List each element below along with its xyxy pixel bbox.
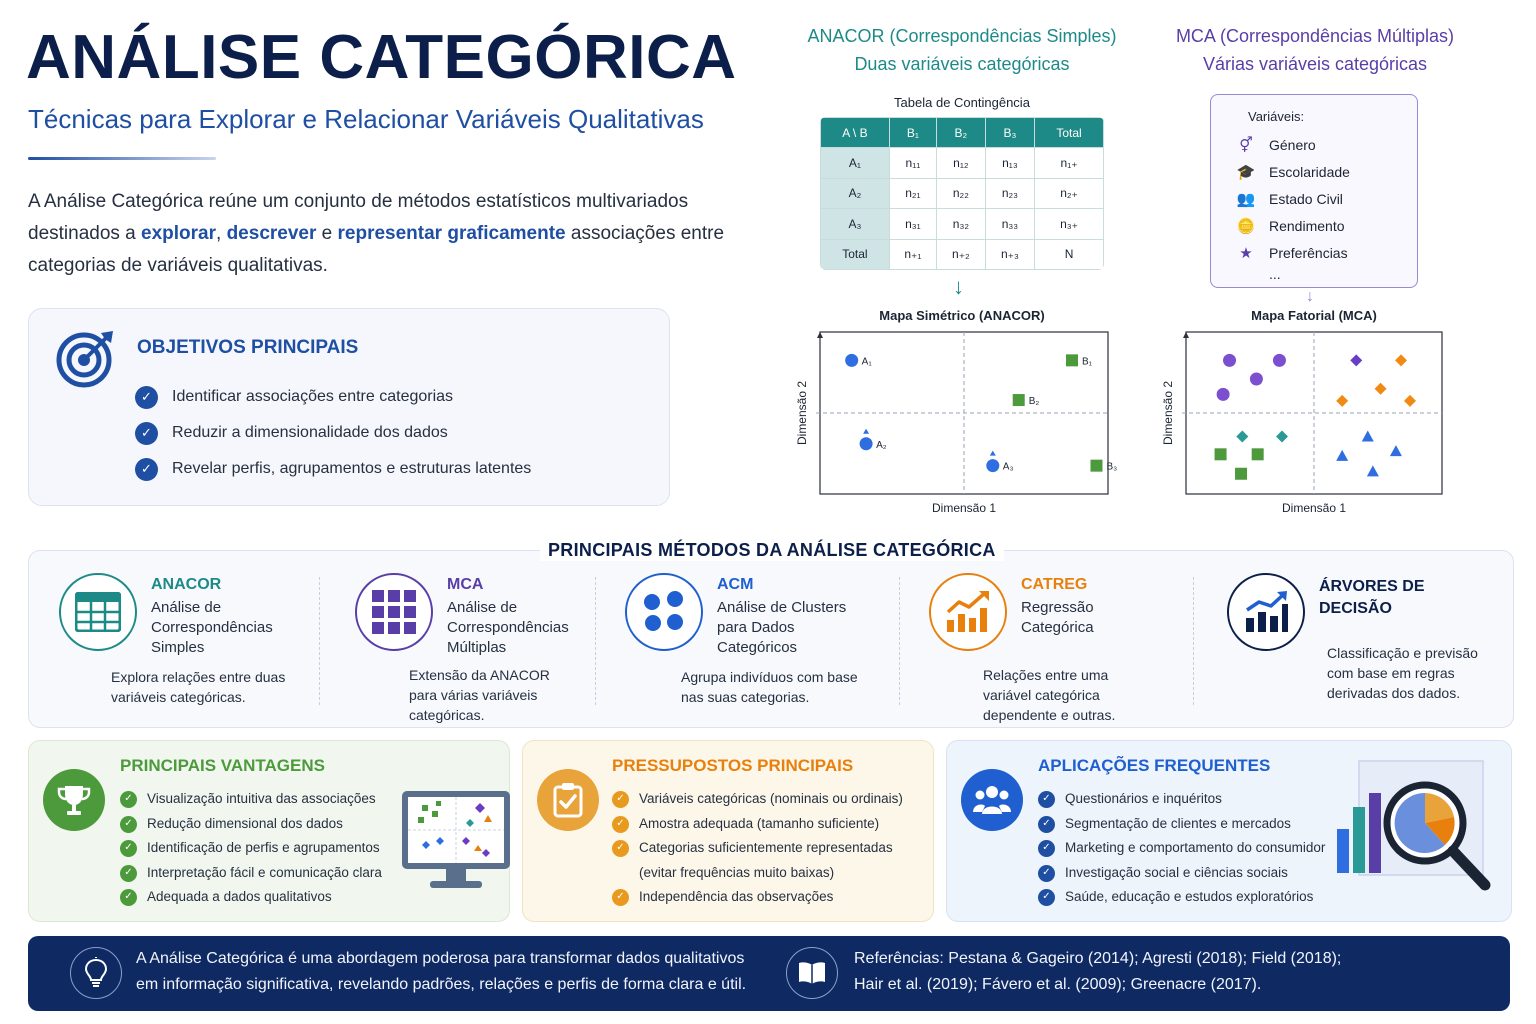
method-subtitle: Análise de Correspondências Simples	[151, 599, 273, 656]
list-item	[612, 885, 903, 910]
variable-label: Estado Civil	[1269, 190, 1343, 207]
list-item-text: Adequada a dados qualitativos	[147, 889, 332, 904]
method-name: ACM	[717, 576, 754, 593]
check-icon: ✓	[612, 889, 629, 906]
assumptions-card	[522, 740, 934, 922]
table-cell: n₊₁	[889, 239, 936, 270]
check-icon: ✓	[120, 816, 137, 833]
mca-factorial-map	[1158, 326, 1458, 518]
mca-point-0	[1223, 354, 1236, 367]
point-label: A₁	[861, 356, 872, 368]
table-cell: n₃₃	[985, 209, 1034, 240]
list-item	[135, 379, 531, 415]
list-item	[120, 885, 382, 910]
footer-references	[854, 946, 1341, 998]
anacor-symmetric-map	[790, 326, 1120, 518]
star-icon: ★	[1239, 244, 1253, 262]
table-cell: n₊₃	[985, 239, 1034, 270]
table-cell: n₃₂	[937, 209, 986, 240]
point-label: B₁	[1082, 356, 1093, 368]
point-label: A₂	[876, 439, 887, 451]
method-subtitle: Análise de Clusters para Dados Categóricos	[717, 599, 847, 656]
list-item	[135, 415, 531, 451]
check-icon: ✓	[1038, 889, 1055, 906]
list-item	[1038, 787, 1325, 812]
mca-header	[1140, 22, 1490, 78]
mca-point-2	[1250, 372, 1263, 385]
assumption-text: Categorias suficientemente representadas	[639, 840, 893, 855]
list-item-text: Identificação de perfis e agrupamentos	[147, 840, 380, 855]
clipboard-check-icon	[537, 769, 599, 831]
table-cell: N	[1035, 239, 1104, 270]
variable-label: Escolaridade	[1269, 163, 1350, 180]
anacor-point-0	[845, 354, 858, 367]
advantages-title: PRINCIPAIS VANTAGENS	[120, 756, 325, 775]
variable-more: ...	[1269, 266, 1281, 282]
list-item	[612, 861, 903, 886]
intro-separator: ,	[216, 223, 227, 244]
check-icon: ✓	[1038, 865, 1055, 882]
assumption-text: Amostra adequada (tamanho suficiente)	[639, 815, 880, 831]
list-item	[1038, 861, 1325, 886]
check-icon: ✓	[612, 816, 629, 833]
table-cell: A₂	[821, 178, 890, 209]
list-item-text: Redução dimensional dos dados	[147, 815, 343, 831]
method-description: Explora relações entre duas variáveis categóricas.	[111, 669, 286, 705]
bar-chart-icon	[1227, 573, 1305, 651]
intro-paragraph	[28, 186, 748, 282]
anacor-point-1	[860, 437, 873, 450]
method-subtitle: Regressão Categórica	[1021, 599, 1094, 636]
applications-card	[946, 740, 1512, 922]
table-icon	[59, 573, 137, 651]
mca-point-13	[1235, 468, 1247, 480]
applications-title: APLICAÇÕES FREQUENTES	[1038, 756, 1271, 775]
table-cell: A₁	[821, 148, 890, 179]
method-divider	[319, 577, 320, 705]
x-axis-label: Dimensão 1	[1281, 501, 1347, 515]
assumption-text: Independência das observações	[639, 889, 834, 904]
methods-card	[28, 550, 1514, 728]
table-cell: n₁₊	[1035, 148, 1104, 179]
table-header-cell: B₁	[889, 118, 936, 148]
mca-subtitle: Várias variáveis categóricas	[1202, 54, 1428, 74]
method-name: CATREG	[1021, 576, 1088, 593]
check-icon: ✓	[1038, 791, 1055, 808]
objective-text: Revelar perfis, agrupamentos e estruturas latentes	[172, 460, 532, 477]
table-row	[821, 178, 1104, 209]
anacor-title: ANACOR (Correspondências Simples)	[807, 26, 1117, 46]
advantages-list	[120, 787, 382, 910]
table-cell: n₂₃	[985, 178, 1034, 209]
check-icon: ✓	[1038, 816, 1055, 833]
table-cell: Total	[821, 239, 890, 270]
intro-highlight-represent: representar graficamente	[337, 223, 566, 244]
intro-text: A Análise Categórica reúne um conjunto de métodos estatísticos multivariados destinados a	[28, 191, 689, 244]
table-cell: n₁₃	[985, 148, 1034, 179]
list-item-text: Questionários e inquéritos	[1065, 791, 1222, 806]
contingency-table-title: Tabela de Contingência	[894, 95, 1030, 110]
variable-label: Rendimento	[1269, 217, 1345, 234]
trophy-icon	[43, 769, 105, 831]
check-icon: ✓	[120, 865, 137, 882]
footer-summary-line: em informação significativa, revelando padrões, relações e perfis de forma clara e útil.	[136, 976, 747, 993]
footer-summary-line: A Análise Categórica é uma abordagem poderosa para transformar dados qualitativos	[136, 950, 745, 967]
mca-point-11	[1215, 448, 1227, 460]
table-cell: n₂₁	[889, 178, 936, 209]
point-label: B₃	[1106, 461, 1118, 473]
people-icon: 👥	[1236, 190, 1256, 208]
arrow-down-icon: ↓	[1306, 288, 1314, 305]
check-icon: ✓	[135, 458, 158, 481]
variable-item	[1235, 185, 1350, 212]
group-users-icon	[961, 769, 1023, 831]
table-cell: n₃₁	[889, 209, 936, 240]
table-header-cell: B₃	[985, 118, 1034, 148]
grid-icon	[355, 573, 433, 651]
assumptions-list	[612, 787, 903, 910]
intro-text-end: associações entre categorias de variáveis qualitativas.	[28, 223, 725, 276]
intro-highlight-explore: explorar	[141, 223, 217, 244]
check-icon: ✓	[120, 889, 137, 906]
list-item	[120, 787, 382, 812]
footer-references-line: Hair et al. (2019); Fávero et al. (2009); Greenacre (2017).	[854, 976, 1262, 993]
list-item	[120, 836, 382, 861]
graduation-cap-icon: 🎓	[1236, 163, 1256, 181]
y-axis-label: Dimensão 2	[1161, 380, 1175, 446]
list-item	[1038, 812, 1325, 837]
table-row	[821, 209, 1104, 240]
variables-title: Variáveis:	[1248, 109, 1305, 124]
list-item	[612, 812, 903, 837]
list-item	[120, 861, 382, 886]
applications-list	[1038, 787, 1325, 910]
assumption-note: (evitar frequências muito baixas)	[639, 864, 835, 880]
page-subtitle: Técnicas para Explorar e Relacionar Variáveis Qualitativas	[28, 104, 704, 134]
anacor-point-3	[1066, 354, 1078, 366]
method-divider	[899, 577, 900, 705]
table-cell: A₃	[821, 209, 890, 240]
magnifier-chart-icon	[1333, 757, 1499, 903]
variable-label: Género	[1269, 136, 1316, 153]
anacor-point-4	[1013, 394, 1025, 406]
variable-item	[1235, 239, 1350, 266]
method-divider	[1193, 577, 1194, 705]
monitor-scatter-icon	[400, 789, 512, 893]
anacor-subtitle: Duas variáveis categóricas	[854, 54, 1070, 74]
list-item-text: Interpretação fácil e comunicação clara	[147, 864, 382, 880]
list-item	[1038, 836, 1325, 861]
footer-summary	[136, 946, 746, 998]
table-cell: n₊₂	[937, 239, 986, 270]
methods-title: PRINCIPAIS MÉTODOS DA ANÁLISE CATEGÓRICA	[540, 540, 1004, 561]
list-item	[1038, 885, 1325, 910]
table-row	[821, 239, 1104, 270]
intro-highlight-describe: descrever	[226, 223, 317, 244]
target-icon	[55, 327, 117, 389]
variable-item	[1235, 131, 1350, 158]
objectives-list	[135, 379, 531, 487]
table-cell: n₁₂	[937, 148, 986, 179]
footer-references-line: Referências: Pestana & Gageiro (2014); Agresti (2018); Field (2018);	[854, 950, 1342, 967]
method-description: Agrupa indivíduos com base nas suas categorias.	[681, 669, 858, 705]
table-row	[821, 148, 1104, 179]
list-item-text: Segmentação de clientes e mercados	[1065, 815, 1291, 831]
anacor-header	[790, 22, 1134, 78]
list-item	[135, 451, 531, 487]
table-cell: n₂₂	[937, 178, 986, 209]
anacor-point-2	[986, 459, 999, 472]
objective-text: Identificar associações entre categorias	[172, 388, 454, 405]
method-description: Extensão da ANACOR para várias variáveis categóricas.	[409, 667, 550, 723]
clusters-icon	[625, 573, 703, 651]
method-divider	[595, 577, 596, 705]
footer-banner	[28, 936, 1510, 1011]
check-icon: ✓	[612, 840, 629, 857]
advantages-card	[28, 740, 510, 922]
list-item	[612, 836, 903, 861]
assumption-text: Variáveis categóricas (nominais ou ordinais)	[639, 791, 903, 806]
y-axis-label: Dimensão 2	[795, 380, 809, 446]
intro-connector: e	[316, 223, 338, 244]
mca-title: MCA (Correspondências Múltiplas)	[1175, 26, 1455, 46]
list-item-text: Saúde, educação e estudos exploratórios	[1065, 889, 1314, 904]
list-item-text: Marketing e comportamento do consumidor	[1065, 840, 1326, 855]
table-cell: n₁₁	[889, 148, 936, 179]
mca-point-12	[1252, 448, 1264, 460]
contingency-table	[820, 117, 1104, 270]
check-icon: ✓	[612, 791, 629, 808]
gender-icon: ⚥	[1239, 136, 1253, 154]
anacor-map-title: Mapa Simétrico (ANACOR)	[879, 308, 1045, 323]
list-item-text: Visualização intuitiva das associações	[147, 791, 376, 806]
check-icon: ✓	[135, 422, 158, 445]
lightbulb-icon	[70, 947, 122, 999]
mca-map-title: Mapa Fatorial (MCA)	[1251, 308, 1377, 323]
method-description: Classificação e previsão com base em regras derivadas dos dados.	[1327, 645, 1478, 701]
book-icon	[786, 947, 838, 999]
point-label: A₃	[1002, 461, 1014, 473]
variable-item	[1235, 158, 1350, 185]
check-icon: ✓	[1038, 840, 1055, 857]
mca-point-3	[1217, 388, 1230, 401]
variables-list	[1235, 131, 1350, 282]
growth-chart-icon	[929, 573, 1007, 651]
variable-label: Preferências	[1269, 244, 1348, 261]
objective-text: Reduzir a dimensionalidade dos dados	[172, 424, 448, 441]
table-header-cell: B₂	[937, 118, 986, 148]
table-cell: n₃₊	[1035, 209, 1104, 240]
assumptions-title: PRESSUPOSTOS PRINCIPAIS	[612, 756, 854, 775]
list-item-text: Investigação social e ciências sociais	[1065, 864, 1288, 880]
mca-point-1	[1273, 354, 1286, 367]
coins-icon: 🪙	[1236, 217, 1256, 235]
check-icon: ✓	[120, 791, 137, 808]
list-item	[612, 787, 903, 812]
variable-item	[1235, 212, 1350, 239]
method-subtitle: Análise de Correspondências Múltiplas	[447, 599, 569, 656]
method-name: ANACOR	[151, 576, 222, 593]
arrow-down-icon: ↓	[953, 274, 964, 299]
x-axis-label: Dimensão 1	[931, 501, 997, 515]
check-icon: ✓	[120, 840, 137, 857]
check-icon: ✓	[135, 386, 158, 409]
page-title: ANÁLISE CATEGÓRICA	[26, 23, 737, 92]
title-divider	[28, 157, 216, 160]
variables-box	[1210, 94, 1418, 288]
method-name: ÁRVORES DE DECISÃO	[1319, 578, 1425, 617]
table-header-cell: Total	[1035, 118, 1104, 148]
method-description: Relações entre uma variável categórica dependente e outras.	[983, 667, 1116, 723]
table-cell: n₂₊	[1035, 178, 1104, 209]
anacor-point-5	[1090, 460, 1102, 472]
point-label: B₂	[1028, 396, 1040, 408]
method-name: MCA	[447, 576, 484, 593]
list-item	[120, 812, 382, 837]
table-header-cell: A \ B	[821, 118, 890, 148]
objectives-title: OBJETIVOS PRINCIPAIS	[137, 337, 359, 358]
objectives-card	[28, 308, 670, 506]
